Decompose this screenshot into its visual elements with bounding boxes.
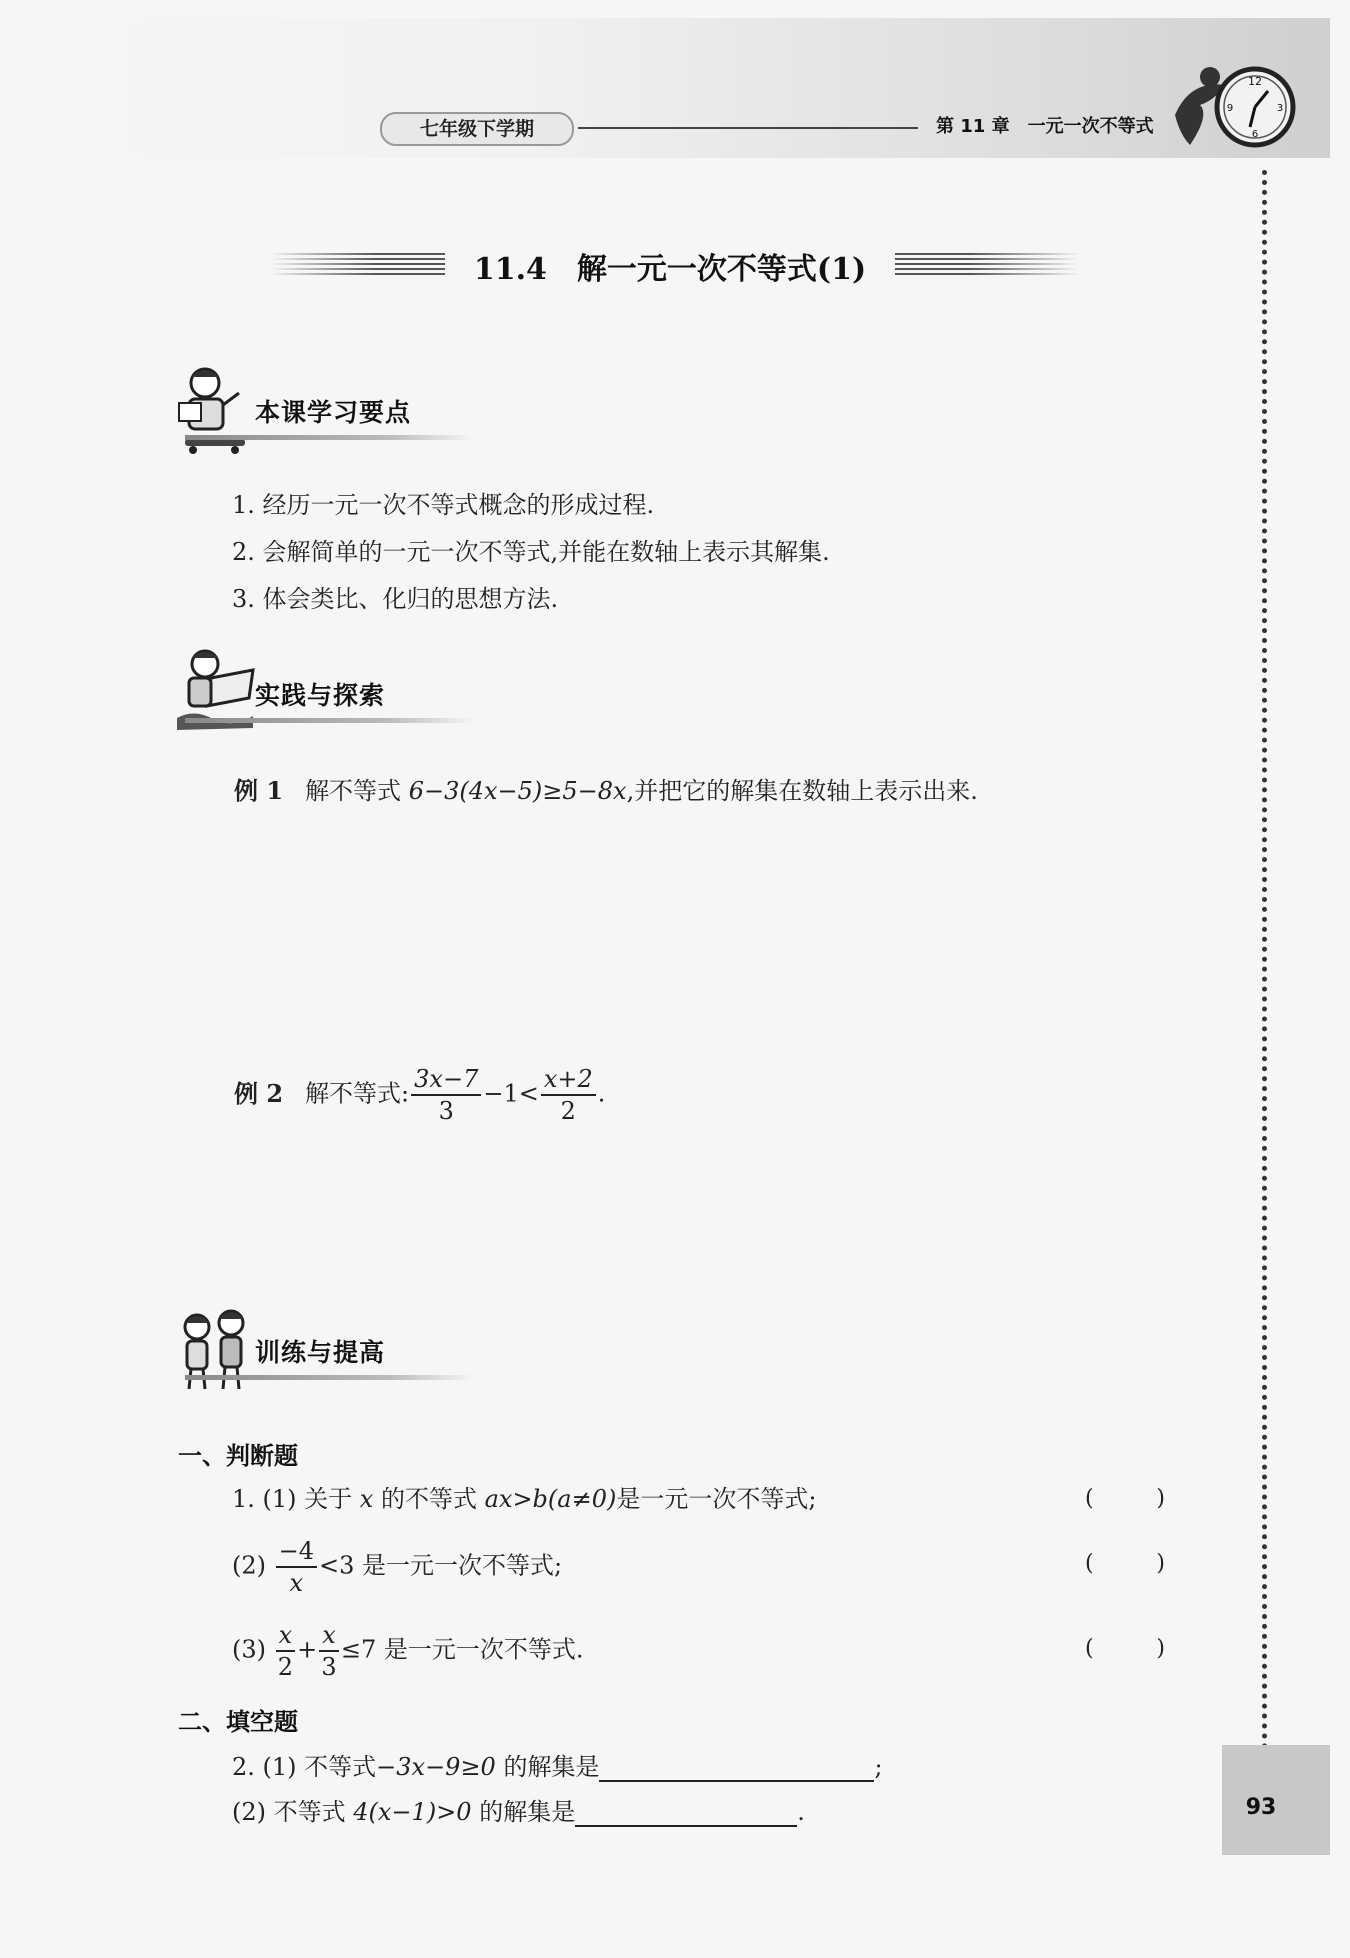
training-banner-label: 训练与提高 — [255, 1338, 386, 1367]
answer-blank[interactable] — [575, 1799, 797, 1827]
answer-blank[interactable] — [599, 1754, 874, 1782]
example-1-label: 例 1 — [234, 776, 284, 805]
question-tail: 的解集是 — [495, 1753, 600, 1781]
paren-close: ) — [1156, 1486, 1165, 1511]
question-prefix: 1. (1) 关于 — [232, 1485, 360, 1513]
training-banner-underline — [185, 1375, 475, 1380]
question-prefix: (3) — [232, 1635, 274, 1664]
reading-kid-icon — [175, 365, 255, 455]
goals-banner-label: 本课学习要点 — [255, 398, 412, 427]
fraction-denominator: 2 — [277, 1653, 294, 1681]
question-tail: <3 是一元一次不等式; — [319, 1551, 563, 1580]
answer-parentheses[interactable] — [1085, 1636, 1165, 1661]
judge-question-1-2 — [232, 1536, 562, 1598]
clock-runner-icon — [1170, 55, 1300, 155]
answer-parentheses[interactable] — [1085, 1486, 1165, 1511]
writing-kid-icon — [175, 648, 255, 738]
paren-open: ( — [1085, 1636, 1094, 1661]
svg-text:12: 12 — [1248, 75, 1262, 88]
paren-open: ( — [1085, 1486, 1094, 1511]
paren-close: ) — [1156, 1551, 1165, 1576]
question-fraction-1 — [276, 1620, 296, 1682]
header-rule — [578, 127, 918, 129]
example-2-label: 例 2 — [234, 1078, 284, 1108]
example-2-fraction-2 — [541, 1064, 596, 1126]
question-prefix: (2) 不等式 — [232, 1798, 354, 1826]
question-expression: 4(x−1)>0 — [353, 1798, 472, 1826]
grade-label: 七年级下学期 — [380, 112, 574, 146]
goals-banner-underline — [185, 435, 475, 440]
question-expression: −3x−9≥0 — [376, 1753, 496, 1781]
judge-question-1-1 — [232, 1484, 816, 1514]
goals-banner — [175, 365, 475, 455]
judge-heading: 一、判断题 — [178, 1442, 298, 1470]
example-1-expression: 6−3(4x−5)≥5−8x — [408, 777, 627, 805]
fraction-numerator: −4 — [276, 1536, 317, 1568]
example-1 — [234, 776, 978, 806]
question-tail: 的解集是 — [471, 1798, 576, 1826]
practice-banner-underline — [185, 718, 475, 723]
fill-heading: 二、填空题 — [178, 1708, 298, 1736]
fraction-denominator: x — [289, 1569, 304, 1597]
fraction-denominator: 3 — [321, 1653, 337, 1681]
svg-text:3: 3 — [1276, 103, 1284, 114]
training-banner — [175, 1305, 475, 1395]
practice-banner-label: 实践与探索 — [255, 681, 386, 710]
example-1-lead: 解不等式 — [305, 777, 409, 805]
fraction-numerator: x+2 — [541, 1064, 596, 1096]
question-tail: 是一元一次不等式; — [616, 1485, 817, 1513]
fill-question-2-2 — [232, 1797, 805, 1827]
question-fraction-2 — [319, 1620, 339, 1682]
question-end: . — [797, 1798, 805, 1826]
goal-item: 1. 经历一元一次不等式概念的形成过程. — [232, 491, 655, 519]
example-2-tail: . — [597, 1079, 606, 1108]
example-1-tail: ,并把它的解集在数轴上表示出来. — [626, 777, 978, 805]
example-2-lead: 解不等式: — [305, 1079, 410, 1108]
question-prefix: (2) — [232, 1551, 274, 1580]
section-title: 11.4 解一元一次不等式(1) — [473, 252, 867, 287]
example-2-fraction-1 — [411, 1064, 481, 1126]
judge-question-1-3 — [232, 1620, 583, 1682]
margin-dotted-guide — [1262, 170, 1267, 1750]
practice-banner — [175, 648, 475, 738]
question-end: ; — [874, 1753, 883, 1781]
fill-question-2-1 — [232, 1752, 883, 1782]
plus-sign: + — [297, 1635, 318, 1664]
answer-parentheses[interactable] — [1085, 1551, 1165, 1576]
fraction-numerator: 3x−7 — [411, 1064, 481, 1096]
page-number: 93 — [1245, 1795, 1277, 1820]
goal-item: 2. 会解简单的一元一次不等式,并能在数轴上表示其解集. — [232, 538, 830, 566]
question-prefix: 2. (1) 不等式 — [232, 1753, 377, 1781]
svg-text:6: 6 — [1251, 129, 1259, 140]
paren-close: ) — [1156, 1636, 1165, 1661]
paren-open: ( — [1085, 1551, 1094, 1576]
fraction-numerator: x — [276, 1620, 296, 1652]
title-ornament-right — [895, 253, 1080, 275]
question-tail: ≤7 是一元一次不等式. — [340, 1635, 584, 1664]
example-2-middle: −1< — [483, 1079, 539, 1108]
fraction-denominator: 3 — [438, 1097, 454, 1125]
question-expression: ax>b(a≠0) — [484, 1485, 617, 1513]
question-variable: x — [359, 1485, 374, 1513]
fraction-denominator: 2 — [560, 1097, 576, 1125]
two-kids-icon — [175, 1305, 255, 1395]
chapter-title: 第 11 章 一元一次不等式 — [936, 116, 1154, 137]
question-middle: 的不等式 — [373, 1485, 485, 1513]
fraction-numerator: x — [319, 1620, 339, 1652]
goal-item: 3. 体会类比、化归的思想方法. — [232, 585, 559, 613]
example-2 — [234, 1064, 605, 1126]
title-ornament-left — [270, 253, 445, 275]
svg-text:9: 9 — [1226, 103, 1234, 114]
question-fraction — [276, 1536, 317, 1598]
